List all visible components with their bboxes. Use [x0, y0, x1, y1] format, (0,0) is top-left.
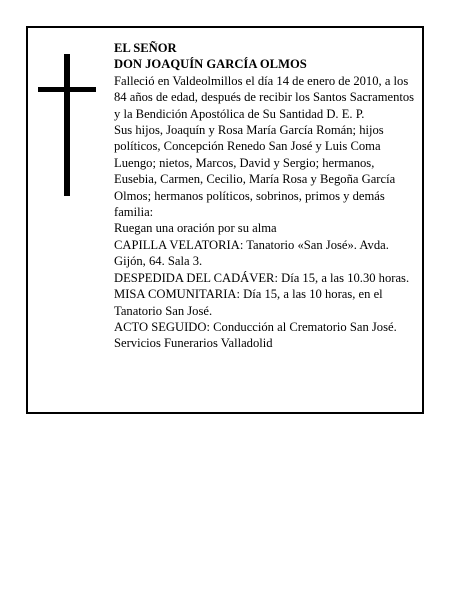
deceased-name: DON JOAQUÍN GARCÍA OLMOS	[114, 57, 307, 72]
death-announcement: Falleció en Valdeolmillos el día 14 de enero de 2010, a los 84 años de edad, después de recibir los Santos Sacramentos y la Bendición Apostólica de Su Santidad D. E. P.	[114, 73, 415, 121]
family-list: Sus hijos, Joaquín y Rosa María García Román; hijos políticos, Concepción Renedo San José y Luis Coma Luengo; nietos, Marcos, David y Sergio; hermanos, Eusebia, Carmen, Cecilio, María Rosa y Begoña García Olmos; hermanos políticos, sobrinos, primos y demás familia:	[114, 123, 396, 220]
farewell-info: DESPEDIDA DEL CADÁVER: Día 15, a las 10.30 horas.	[114, 270, 410, 285]
obituary-text-block	[114, 40, 419, 352]
wake-chapel-info: CAPILLA VELATORIA: Tanatorio «San José». Avda. Gijón, 64. Sala 3.	[114, 237, 389, 269]
cremation-info: ACTO SEGUIDO: Conducción al Crematorio San José.	[114, 319, 397, 334]
cross-icon-crossbar	[38, 87, 96, 92]
mass-info: MISA COMUNITARIA: Día 15, a las 10 horas, en el Tanatorio San José.	[114, 287, 383, 318]
prayer-request: Ruegan una oración por su alma	[114, 221, 277, 236]
cross-icon	[64, 54, 70, 196]
deceased-title: EL SEÑOR	[114, 41, 177, 55]
funeral-services-name: Servicios Funerarios Valladolid	[114, 336, 273, 351]
